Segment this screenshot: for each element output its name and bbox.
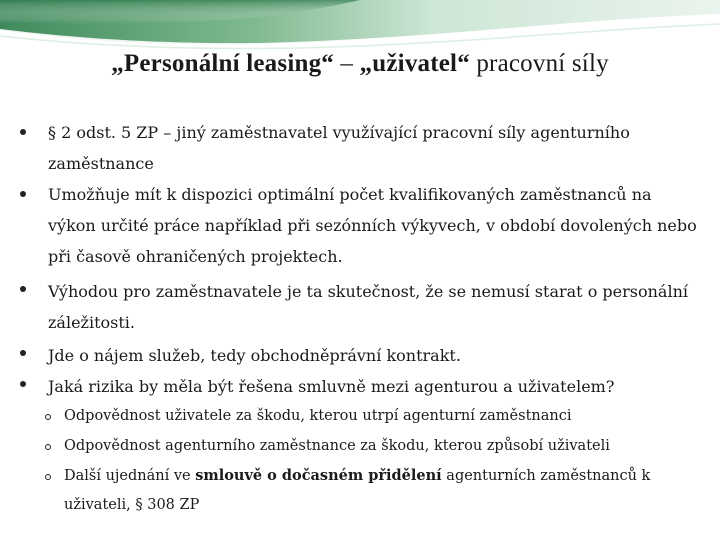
bullet-dot: [20, 191, 26, 197]
sub-bullet-3-pre: Další ujednání ve: [64, 468, 196, 484]
bullet-dot: [20, 129, 26, 135]
sub-bullet-3-post: agenturních zaměstnanců k uživateli, § 308 ZP: [64, 468, 651, 513]
title-part-2: –: [333, 50, 360, 77]
bullet-dot: [20, 286, 26, 292]
bullet-item-3: Výhodou pro zaměstnavatele je ta skutečnost, že se nemusí starat o personální záležitosti.: [48, 282, 688, 332]
sub-bullet-3-bold: smlouvě o dočasném přidělení: [195, 467, 442, 484]
sub-bullet-item-1: Odpovědnost uživatele za škodu, kterou utrpí agenturní zaměstnanci: [64, 408, 572, 424]
bullet-item-4: Jde o nájem služeb, tedy obchodněprávní kontrakt.: [48, 346, 461, 365]
bullet-item-2: Umožňuje mít k dispozici optimální počet kvalifikovaných zaměstnanců na výkon určité práce například při sezónních výkyvech, v období dovolených nebo při časově ohraničených projektech.: [48, 185, 697, 266]
sub-bullet-circle: [45, 414, 51, 420]
title-part-1: „Personální leasing“: [111, 50, 334, 77]
bullet-dot: [20, 381, 26, 387]
title-part-3: „uživatel“: [359, 50, 470, 77]
title-part-4: pracovní síly: [469, 50, 609, 77]
sub-bullet-item-3: [64, 461, 694, 520]
bullet-item-1: § 2 odst. 5 ZP – jiný zaměstnavatel využívající pracovní síly agenturního zaměstnance: [48, 123, 630, 173]
sub-bullet-circle: [45, 474, 51, 480]
sub-bullet-circle: [45, 444, 51, 450]
bullet-item-5: Jaká rizika by měla být řešena smluvně mezi agenturou a uživatelem?: [48, 377, 615, 396]
sub-bullet-item-2: Odpovědnost agenturního zaměstnance za škodu, kterou způsobí uživateli: [64, 438, 610, 454]
bullet-dot: [20, 350, 26, 356]
